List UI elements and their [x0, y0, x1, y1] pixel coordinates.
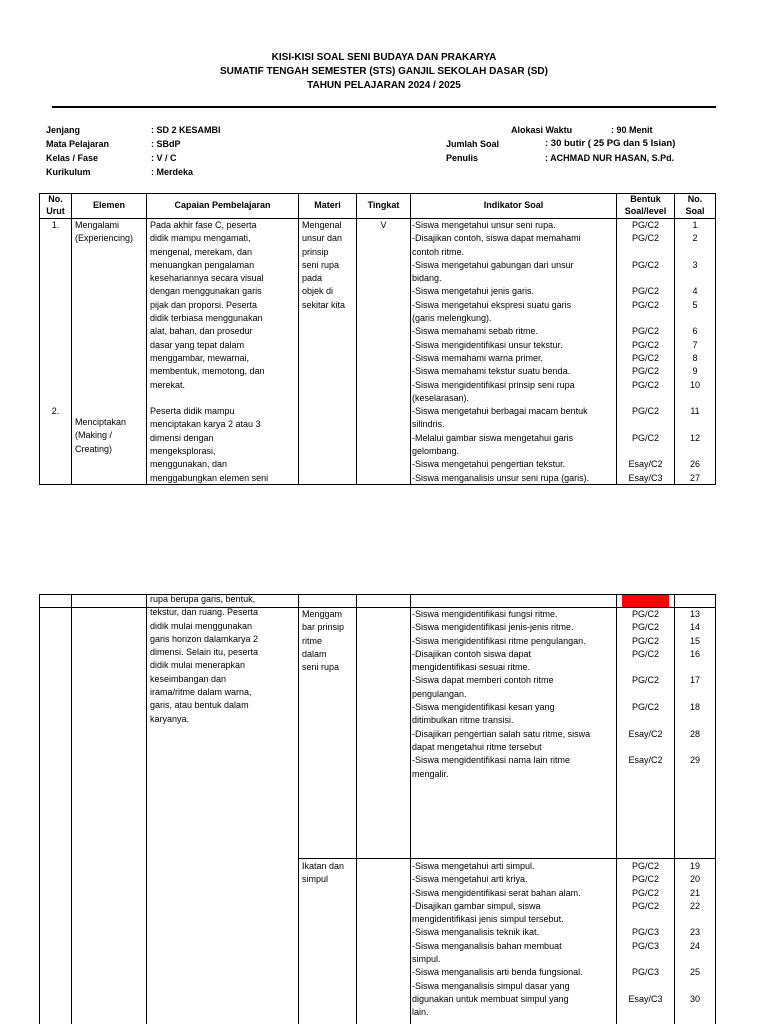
no-soal-list-line	[675, 418, 715, 431]
bentuk-simpul-list-line: Esay/C3	[628, 993, 663, 1004]
indikator-simpul-list-line: -Siswa mengidentifikasi serat bahan alam.	[412, 887, 581, 898]
bentuk-soal-list	[617, 219, 674, 485]
indikator-soal-list-line: (keselarasan).	[412, 392, 470, 403]
tingkat-value: V	[380, 220, 387, 230]
indikator-ritme-list-line: -Siswa dapat memberi contoh ritme	[412, 675, 554, 686]
capaian-pembelajaran-line: menuangkan pengalaman	[150, 259, 255, 270]
capaian-pembelajaran-line: didik terbiasa menggunakan	[150, 313, 263, 324]
no-soal-list-line	[675, 445, 715, 458]
indikator-simpul-list-line: digunakan untuk membuat simpul yang	[412, 993, 569, 1004]
bentuk-soal-list-line: PG/C2	[631, 286, 659, 297]
capaian-pembelajaran-cont-line: didik mulai menerapkan	[150, 660, 246, 671]
penulis-label: Penulis	[446, 153, 479, 163]
bentuk-ritme-list-line: Esay/C2	[628, 755, 663, 766]
no-soal-list-line: 5	[692, 299, 698, 310]
kelas-value: : V / C	[151, 153, 177, 163]
capaian-pembelajaran-cont-line: garis, atau bentuk dalam	[150, 700, 249, 711]
indikator-soal-list-line: -Melalui gambar siswa mengetahui garis	[412, 432, 574, 443]
no-soal-list-line: 9	[692, 366, 698, 377]
indikator-ritme-list-line: dapat mengetahui ritme tersebut	[412, 741, 542, 752]
bentuk-ritme-list	[617, 608, 674, 781]
bentuk-soal-list-line	[617, 445, 674, 458]
no-urut-column-line	[40, 339, 71, 352]
bentuk-ritme-list-line: PG/C2	[631, 622, 659, 633]
no-urut-column-line	[40, 392, 71, 405]
no-urut-column-line	[40, 259, 71, 272]
elemen-menciptakan-line: (Making /	[75, 430, 113, 441]
no-soal-simpul-list-line: 24	[689, 940, 700, 951]
bentuk-soal-list-line: Esay/C2	[628, 459, 663, 470]
no-urut-column-line	[40, 246, 71, 259]
bentuk-soal-list-line: PG/C2	[631, 326, 659, 337]
no-soal-list-line	[675, 392, 715, 405]
capaian-pembelajaran-line: mengenal, merekam, dan	[150, 246, 253, 257]
indikator-soal-list-line: contoh ritme.	[412, 246, 465, 257]
indikator-simpul-list-line: -Disajikan gambar simpul, siswa	[412, 900, 541, 911]
bentuk-soal-list-line: PG/C2	[631, 379, 659, 390]
mapel-value: : SBdP	[151, 139, 181, 149]
bentuk-simpul-list-line: PG/C2	[631, 874, 659, 885]
no-soal-ritme-list-line: 15	[689, 635, 700, 646]
no-soal-ritme-list-line	[675, 768, 715, 781]
indikator-soal-list-line: -Siswa memahami sebab ritme.	[412, 326, 539, 337]
mapel-label: Mata Pelajaran	[46, 139, 110, 149]
doc-title-3: TAHUN PELAJARAN 2024 / 2025	[307, 80, 461, 91]
indikator-simpul-list-line: -Siswa mengetahui arti simpul.	[412, 861, 535, 871]
indikator-simpul-list-line: -Siswa menganalisis arti benda fungsional.	[412, 967, 583, 978]
indikator-soal-list-line: gelombang.	[412, 446, 460, 457]
bentuk-ritme-list-line	[617, 741, 674, 754]
indikator-soal-list	[412, 219, 616, 485]
no-soal-simpul-list-line	[675, 913, 715, 926]
materi-ritme-line: ritme	[302, 635, 322, 646]
no-soal-ritme-list	[675, 608, 715, 781]
no-soal-simpul-list-line: 25	[689, 967, 700, 978]
capaian-pembelajaran-line: pijak dan proporsi. Peserta	[150, 299, 258, 310]
bentuk-simpul-list-line: PG/C2	[631, 900, 659, 911]
indikator-soal-list-line: -Siswa memahami tekstur suatu benda.	[412, 366, 571, 377]
no-soal-list-line: 11	[690, 406, 700, 417]
bentuk-simpul-list-line: PG/C3	[631, 940, 659, 951]
no-soal-list	[675, 219, 715, 485]
no-soal-simpul-list-line	[675, 1006, 715, 1019]
jenjang-label: Jenjang	[46, 125, 81, 135]
capaian-pembelajaran-cont	[150, 593, 297, 726]
no-soal-ritme-list-line	[675, 688, 715, 701]
materi-ikatan-simpul	[302, 860, 356, 887]
no-soal-list-line	[675, 272, 715, 285]
no-soal-ritme-list-line: 16	[689, 648, 700, 659]
no-urut-column-line	[40, 312, 71, 325]
jumlah-label: Jumlah Soal	[446, 139, 500, 149]
title-divider	[52, 106, 716, 108]
materi-ritme-line: Menggam	[302, 609, 343, 619]
no-soal-ritme-list-line: 13	[689, 609, 700, 619]
elemen-mengalami-line: (Experiencing)	[75, 233, 134, 244]
penulis-value: : ACHMAD NUR HASAN, S.Pd.	[545, 153, 675, 163]
no-soal-ritme-list-line	[675, 741, 715, 754]
indikator-ritme-list-line: -Disajikan contoh siswa dapat	[412, 648, 532, 659]
indikator-simpul-list	[412, 860, 616, 1020]
materi-ritme-line: dalam	[302, 648, 327, 659]
capaian-pembelajaran-line: dengan menggunakan garis	[150, 286, 262, 297]
kurikulum-value: : Merdeka	[151, 167, 194, 177]
materi-unsur-prinsip-line: unsur dan	[302, 233, 343, 244]
header-capaian: Capaian Pembelajaran	[174, 200, 271, 210]
bentuk-simpul-list-line	[617, 980, 674, 993]
materi-unsur-prinsip-line: seni rupa	[302, 259, 340, 270]
indikator-soal-list-line: -Siswa mengetahui gabungan dari unsur	[412, 259, 574, 270]
no-soal-list-line: 7	[692, 339, 698, 350]
capaian-pembelajaran-line: menggabungkan elemen seni	[150, 472, 269, 483]
bentuk-simpul-list	[617, 860, 674, 1020]
no-soal-ritme-list-line	[675, 714, 715, 727]
doc-title-2: SUMATIF TENGAH SEMESTER (STS) GANJIL SEKOLAH DASAR (SD)	[220, 66, 548, 77]
no-soal-list-line: 1	[692, 220, 698, 230]
no-urut-column-line	[40, 352, 71, 365]
bentuk-soal-list-line: PG/C2	[631, 406, 659, 417]
capaian-pembelajaran-line: kesehariannya secara visual	[150, 273, 264, 284]
bentuk-soal-list-line	[617, 246, 674, 259]
header-bentuk: Bentuk Soal/level	[624, 194, 667, 216]
indikator-ritme-list-line: -Siswa mengidentifikasi fungsi ritme.	[412, 609, 558, 619]
bentuk-soal-list-line: PG/C2	[631, 432, 659, 443]
header-no-soal: No. Soal	[685, 194, 705, 216]
materi-unsur-prinsip-line: Mengenal	[302, 220, 342, 230]
bentuk-soal-list-line: PG/C2	[631, 366, 659, 377]
capaian-pembelajaran-cont-line: didik mulai menggunakan	[150, 620, 253, 631]
indikator-ritme-list-line: -Siswa mengidentifikasi nama lain ritme	[412, 755, 571, 766]
capaian-pembelajaran-line: menggunakan, dan	[150, 459, 228, 470]
alokasi-label: Alokasi Waktu	[511, 125, 573, 135]
indikator-soal-list-line: silindris.	[412, 419, 445, 430]
indikator-ritme-list-line: -Disajikan pengertian salah satu ritme, siswa	[412, 728, 591, 739]
no-soal-simpul-list-line: 30	[689, 993, 700, 1004]
no-soal-ritme-list-line	[675, 661, 715, 674]
bentuk-soal-list-line	[617, 418, 674, 431]
capaian-pembelajaran-line: alat, bahan, dan prosedur	[150, 326, 253, 337]
no-soal-list-line: 3	[692, 259, 698, 270]
no-soal-list-line: 10	[689, 379, 700, 390]
capaian-pembelajaran-line	[150, 392, 297, 405]
no-urut-column-line	[40, 272, 71, 285]
capaian-pembelajaran-line: Peserta didik mampu	[150, 406, 235, 417]
indikator-simpul-list-line: simpul.	[412, 954, 441, 965]
jumlah-value: : 30 butir ( 25 PG dan 5 Isian)	[545, 138, 676, 149]
capaian-pembelajaran-line: menciptakan karya 2 atau 3	[150, 419, 261, 430]
indikator-ritme-list	[412, 608, 616, 781]
indikator-soal-list-line: -Siswa mengetahui jenis garis.	[412, 286, 535, 297]
no-urut-column-line	[40, 285, 71, 298]
no-soal-simpul-list-line: 19	[689, 861, 700, 871]
kelas-label: Kelas / Fase	[46, 153, 99, 163]
no-soal-list-line: 4	[692, 286, 698, 297]
bentuk-simpul-list-line	[617, 913, 674, 926]
materi-unsur-prinsip-line: prinsip	[302, 246, 329, 257]
bentuk-soal-list-line: PG/C2	[631, 233, 659, 244]
no-soal-simpul-list-line	[675, 980, 715, 993]
bentuk-soal-list-line: PG/C2	[631, 339, 659, 350]
no-urut-column-line: 1.	[51, 220, 60, 230]
elemen-menciptakan	[75, 416, 145, 456]
capaian-pembelajaran	[150, 219, 297, 485]
indikator-ritme-list-line: mengalir.	[412, 768, 449, 779]
materi-ikatan-simpul-line: simpul	[302, 874, 329, 885]
capaian-pembelajaran-cont-line: dimensi. Selain itu, peserta	[150, 647, 259, 658]
capaian-pembelajaran-line: Pada akhir fase C, peserta	[150, 220, 257, 230]
header-indikator: Indikator Soal	[483, 200, 544, 210]
bentuk-simpul-list-line: PG/C2	[631, 887, 659, 898]
no-urut-column-line: 2.	[51, 406, 60, 417]
no-soal-simpul-list-line: 21	[689, 887, 700, 898]
capaian-pembelajaran-line: dasar yang tepat dalam	[150, 339, 245, 350]
capaian-pembelajaran-cont-line: irama/ritme dalam warna,	[150, 687, 252, 698]
bentuk-ritme-list-line	[617, 661, 674, 674]
indikator-ritme-list-line: ditimbulkan ritme transisi.	[412, 715, 514, 726]
no-soal-list-line	[675, 312, 715, 325]
indikator-simpul-list-line: -Siswa menganalisis simpul dasar yang	[412, 980, 570, 991]
indikator-simpul-list-line: mengidentifikasi jenis simpul tersebut.	[412, 914, 564, 925]
no-urut-column-line	[40, 365, 71, 378]
elemen-menciptakan-line: Menciptakan	[75, 417, 127, 427]
materi-ritme-line: seni rupa	[302, 662, 340, 673]
no-soal-simpul-list-line: 22	[689, 900, 700, 911]
indikator-simpul-list-line: lain.	[412, 1007, 429, 1018]
indikator-ritme-list-line: -Siswa mengidentifikasi ritme pengulangan.	[412, 635, 586, 646]
indikator-soal-list-line: -Siswa mengetahui unsur seni rupa.	[412, 220, 556, 230]
bentuk-ritme-list-line: PG/C2	[631, 675, 659, 686]
indikator-soal-list-line: -Siswa mengetahui pengertian tekstur.	[412, 459, 566, 470]
header-no-urut: No. Urut	[46, 194, 65, 216]
no-urut-column-line	[40, 379, 71, 392]
materi-unsur-prinsip	[302, 219, 356, 312]
no-soal-ritme-list-line: 14	[689, 622, 700, 633]
capaian-pembelajaran-line: mengeksplorasi,	[150, 446, 216, 457]
no-soal-ritme-list-line: 29	[689, 755, 700, 766]
alokasi-value: : 90 Menit	[611, 125, 653, 135]
indikator-ritme-list-line: -Siswa mengidentifikasi kesan yang	[412, 702, 555, 713]
indikator-ritme-list-line: pengulangan.	[412, 688, 467, 699]
capaian-pembelajaran-cont-line: tekstur, dan ruang. Peserta	[150, 607, 259, 618]
no-urut-column-line	[40, 232, 71, 245]
no-urut-column-line	[40, 299, 71, 312]
bentuk-ritme-list-line	[617, 688, 674, 701]
capaian-pembelajaran-line: menggambar, mewarnai,	[150, 352, 250, 363]
bentuk-soal-list-line: PG/C2	[631, 299, 659, 310]
no-soal-list-line	[675, 246, 715, 259]
materi-unsur-prinsip-line: objek di	[302, 286, 334, 297]
indikator-simpul-list-line: -Siswa menganalisis bahan membuat	[412, 940, 562, 951]
no-soal-list-line: 2	[692, 233, 698, 244]
red-highlight-cell	[622, 595, 669, 607]
indikator-ritme-list-line: mengidentifikasi sesuai ritme.	[412, 662, 531, 673]
indikator-soal-list-line: -Siswa mengidentifikasi unsur tekstur.	[412, 339, 563, 350]
bentuk-ritme-list-line: PG/C2	[631, 635, 659, 646]
indikator-soal-list-line: -Siswa mengetahui berbagai macam bentuk	[412, 406, 588, 417]
header-tingkat: Tingkat	[367, 200, 400, 210]
indikator-soal-list-line: -Siswa menganalisis unsur seni rupa (garis).	[412, 472, 590, 483]
indikator-simpul-list-line: -Siswa menganalisis teknik ikat.	[412, 927, 540, 938]
elemen-menciptakan-line: Creating)	[75, 443, 113, 454]
bentuk-ritme-list-line: PG/C2	[631, 609, 659, 619]
indikator-simpul-list-line: -Siswa mengetahui arti kriya.	[412, 874, 528, 885]
doc-title-1: KISI-KISI SOAL SENI BUDAYA DAN PRAKARYA	[271, 52, 497, 63]
materi-unsur-prinsip-line: pada	[302, 273, 323, 284]
capaian-pembelajaran-cont-line: rupa berupa garis, bentuk,	[150, 594, 256, 604]
kurikulum-label: Kurikulum	[46, 167, 91, 177]
indikator-soal-list-line: bidang.	[412, 273, 442, 284]
capaian-pembelajaran-line: membentuk, memotong, dan	[150, 366, 265, 377]
bentuk-ritme-list-line	[617, 714, 674, 727]
bentuk-ritme-list-line: PG/C2	[631, 702, 659, 713]
bentuk-ritme-list-line: PG/C2	[631, 648, 659, 659]
bentuk-soal-list-line: PG/C2	[631, 352, 659, 363]
indikator-soal-list-line: -Siswa memahami warna primer.	[412, 352, 544, 363]
bentuk-simpul-list-line: PG/C3	[631, 967, 659, 978]
indikator-soal-list-line: -Disajikan contoh, siswa dapat memahami	[412, 233, 581, 244]
bentuk-soal-list-line: PG/C2	[631, 220, 659, 230]
indikator-soal-list-line: -Siswa mengidentifikasi prinsip seni rupa	[412, 379, 575, 390]
no-soal-ritme-list-line: 28	[689, 728, 700, 739]
capaian-pembelajaran-line: didik mampu mengamati,	[150, 233, 251, 244]
no-soal-list-line: 26	[689, 459, 700, 470]
materi-ikatan-simpul-line: Ikatan dan	[302, 861, 345, 871]
materi-unsur-prinsip-line: sekitar kita	[302, 299, 346, 310]
no-soal-ritme-list-line: 17	[689, 675, 700, 686]
capaian-pembelajaran-cont-line: keseimbangan dan	[150, 673, 227, 684]
bentuk-soal-list-line: Esay/C3	[628, 472, 663, 483]
indikator-soal-list-line: -Siswa mengetahui ekspresi suatu garis	[412, 299, 572, 310]
capaian-pembelajaran-line: dimensi dengan	[150, 432, 214, 443]
capaian-pembelajaran-line: merekat.	[150, 379, 186, 390]
jenjang-value: : SD 2 KESAMBI	[151, 125, 221, 135]
materi-ritme-line: bar prinsip	[302, 622, 345, 633]
capaian-pembelajaran-cont-line: karyanya.	[150, 713, 190, 724]
elemen-mengalami	[75, 219, 145, 246]
bentuk-soal-list-line	[617, 392, 674, 405]
bentuk-simpul-list-line: PG/C3	[631, 927, 659, 938]
materi-ritme	[302, 608, 356, 674]
bentuk-simpul-list-line	[617, 953, 674, 966]
no-soal-ritme-list-line: 18	[689, 702, 700, 713]
bentuk-simpul-list-line	[617, 1006, 674, 1019]
capaian-pembelajaran-cont-line: garis horizon dalamkarya 2	[150, 633, 259, 644]
no-soal-simpul-list	[675, 860, 715, 1020]
bentuk-soal-list-line: PG/C2	[631, 259, 659, 270]
no-soal-simpul-list-line: 23	[689, 927, 700, 938]
no-soal-list-line: 12	[689, 432, 700, 443]
no-soal-simpul-list-line	[675, 953, 715, 966]
bentuk-ritme-list-line	[617, 768, 674, 781]
no-urut-column-line	[40, 325, 71, 338]
bentuk-ritme-list-line: Esay/C2	[628, 728, 663, 739]
bentuk-simpul-list-line: PG/C2	[631, 861, 659, 871]
header-elemen: Elemen	[92, 200, 125, 210]
bentuk-soal-list-line	[617, 272, 674, 285]
no-urut-column	[40, 219, 71, 418]
no-soal-list-line: 8	[692, 352, 698, 363]
indikator-soal-list-line: (garis melengkung).	[412, 313, 492, 324]
indikator-ritme-list-line: -Siswa mengidentifikasi jenis-jenis ritme.	[412, 622, 574, 633]
bentuk-soal-list-line	[617, 312, 674, 325]
no-soal-list-line: 6	[692, 326, 698, 337]
no-soal-simpul-list-line: 20	[689, 874, 700, 885]
elemen-mengalami-line: Mengalami	[75, 220, 120, 230]
header-materi: Materi	[314, 200, 341, 210]
no-soal-list-line: 27	[689, 472, 700, 483]
